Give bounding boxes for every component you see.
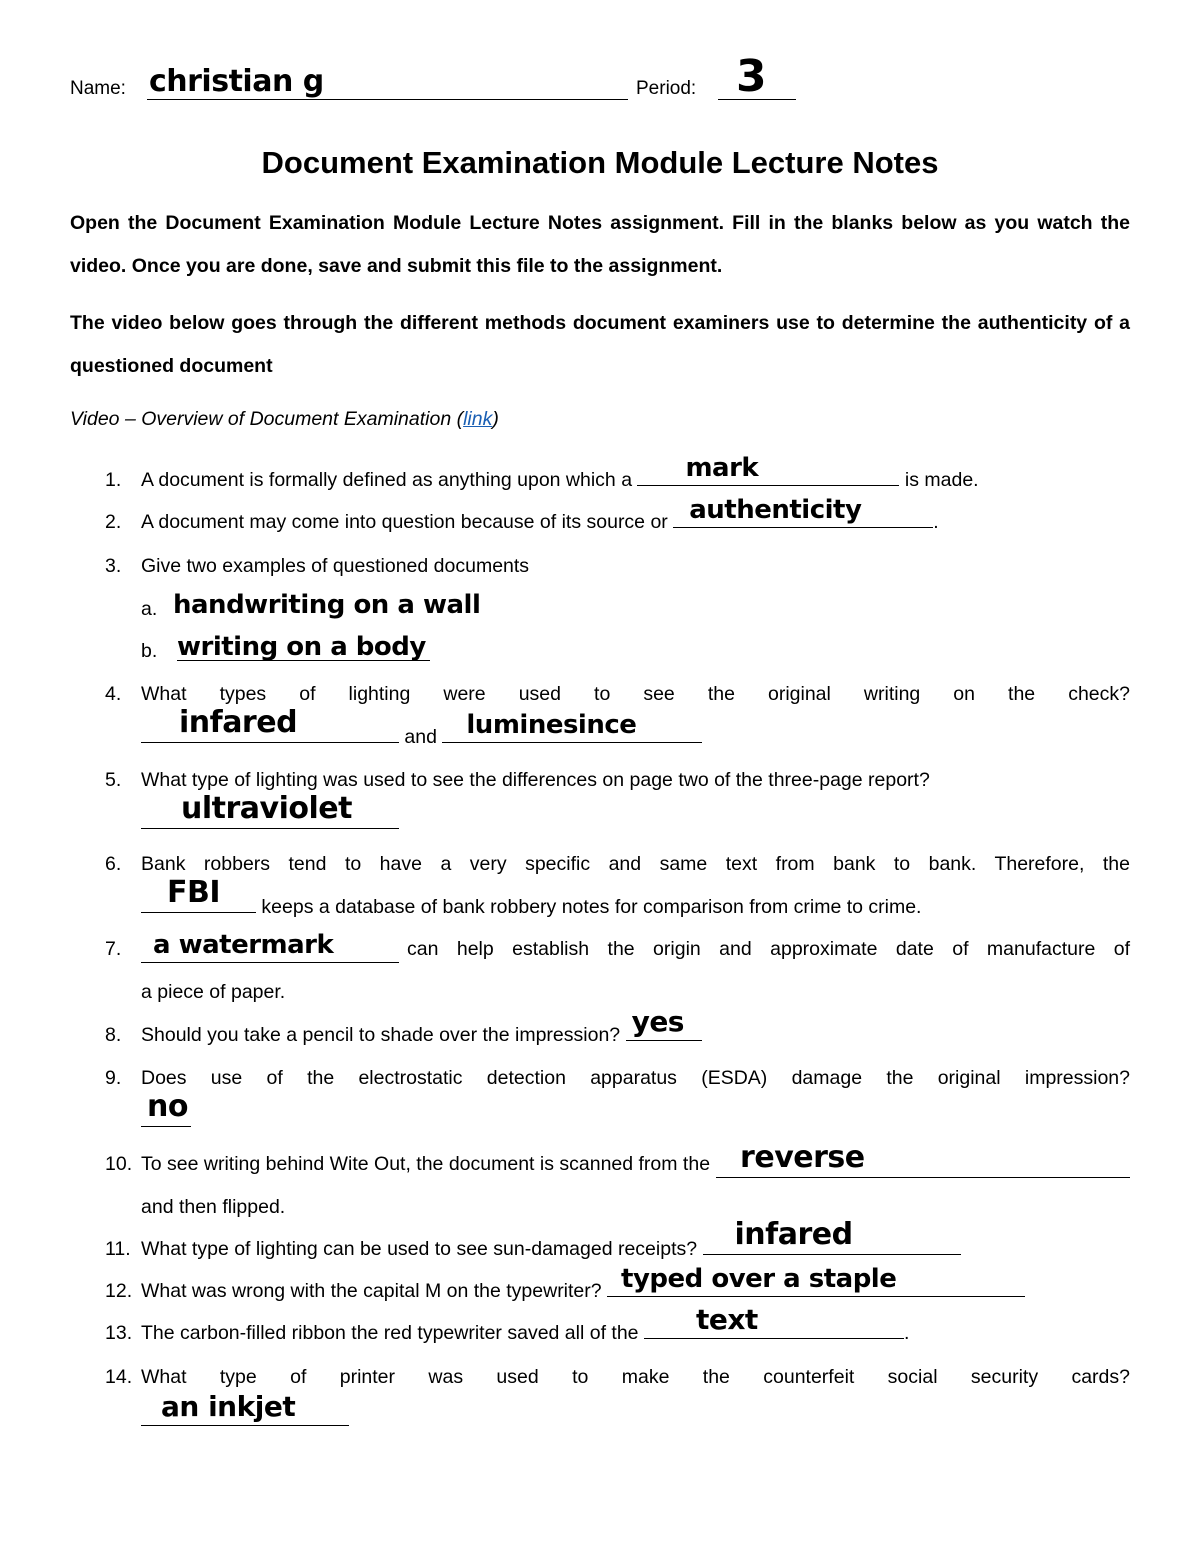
answer-blank-9[interactable] xyxy=(141,1089,191,1127)
answer-line xyxy=(141,791,1130,845)
question-number: 4. xyxy=(105,683,122,705)
answer-blank-11[interactable] xyxy=(703,1217,961,1255)
question-number: 6. xyxy=(105,853,122,875)
question-4 xyxy=(105,673,1130,759)
question-text: What types of lighting were used to see the original writing on the check? xyxy=(141,683,1130,705)
answer-luminesince: luminesince xyxy=(466,710,637,740)
question-3b xyxy=(141,632,426,663)
question-number: 11. xyxy=(105,1238,131,1260)
question-text: A document is formally defined as anything upon which a xyxy=(141,469,633,491)
answer-infared: infared xyxy=(179,705,298,740)
question-2 xyxy=(105,495,1130,544)
instructions-paragraph-2: The video below goes through the different methods document examiners use to determine the authenticity of a questioned document xyxy=(70,312,1130,377)
question-9 xyxy=(105,1057,1130,1143)
answer-blank-13[interactable] xyxy=(644,1303,904,1339)
question-number: 2. xyxy=(105,511,122,533)
question-text-end: and then flipped. xyxy=(141,1196,286,1218)
answer-staple: typed over a staple xyxy=(621,1264,897,1294)
question-8 xyxy=(105,1005,1130,1057)
question-body xyxy=(141,453,1130,502)
instructions-paragraph-1: Open the Document Examination Module Lecture Notes assignment. Fill in the blanks below as you watch the video. Once you are done, save and submit this file to the assignment. xyxy=(70,212,1130,277)
question-5 xyxy=(105,759,1130,845)
question-text: Should you take a pencil to shade over the impression? xyxy=(141,1024,621,1046)
question-text-end: . xyxy=(933,511,939,533)
question-body xyxy=(141,1303,1130,1355)
question-body xyxy=(141,1264,1130,1313)
period-label: Period: xyxy=(636,78,697,99)
question-text: Give two examples of questioned documents xyxy=(141,555,530,577)
question-number: 10. xyxy=(105,1153,133,1175)
question-line-1 xyxy=(141,1140,1130,1186)
answer-reverse: reverse xyxy=(740,1140,865,1175)
question-text: can help establish the origin and approximate date of manufacture of xyxy=(407,938,1130,960)
name-period-row xyxy=(70,51,830,110)
question-number: 9. xyxy=(105,1067,122,1089)
answer-blank-4a[interactable] xyxy=(141,705,399,743)
question-3 xyxy=(105,545,1130,588)
question-number: 1. xyxy=(105,469,122,491)
question-14 xyxy=(105,1356,1130,1442)
answer-3a[interactable]: handwriting on a wall xyxy=(173,590,481,620)
period-field[interactable] xyxy=(718,51,796,102)
name-label: Name: xyxy=(70,78,126,99)
question-10 xyxy=(105,1140,1130,1229)
question-text: Bank robbers tend to have a very specific and same text from bank to bank. Therefore, the xyxy=(141,853,1130,875)
answer-text: text xyxy=(695,1303,758,1336)
question-text: What type of lighting was used to see the differences on page two of the three-page report? xyxy=(141,769,930,791)
answer-inkjet: an inkjet xyxy=(161,1390,296,1423)
question-text-end: a piece of paper. xyxy=(141,981,286,1003)
video-link[interactable]: link xyxy=(463,408,493,430)
question-number: 3. xyxy=(105,555,122,577)
answer-blank-14[interactable] xyxy=(141,1390,349,1426)
answer-blank-6[interactable] xyxy=(141,875,256,913)
question-number: 5. xyxy=(105,769,122,791)
answer-line xyxy=(141,875,1130,929)
answer-line xyxy=(141,1089,1130,1143)
sub-label-a: a. xyxy=(141,598,158,620)
answer-no: no xyxy=(147,1089,188,1124)
answer-authenticity: authenticity xyxy=(689,495,862,525)
answer-mark: mark xyxy=(685,453,759,483)
answer-blank-7[interactable] xyxy=(141,930,399,963)
answer-blank-5[interactable] xyxy=(141,791,399,829)
answer-fbi: FBI xyxy=(167,875,221,910)
question-12 xyxy=(105,1264,1130,1313)
answer-blank-8[interactable] xyxy=(626,1005,702,1041)
question-11 xyxy=(105,1217,1130,1271)
answer-ultraviolet: ultraviolet xyxy=(181,791,352,826)
page-title: Document Examination Module Lecture Notes xyxy=(261,145,939,180)
video-suffix: ) xyxy=(492,408,499,430)
question-number: 12. xyxy=(105,1280,133,1302)
name-field[interactable] xyxy=(147,64,628,100)
answer-line xyxy=(141,1390,1130,1442)
question-1 xyxy=(105,453,1130,502)
question-number: 7. xyxy=(105,938,122,960)
question-number: 8. xyxy=(105,1024,122,1046)
answer-blank-2[interactable] xyxy=(673,495,933,528)
answer-infared: infared xyxy=(734,1217,853,1252)
period-value: 3 xyxy=(736,51,767,102)
question-text: What type of printer was used to make the counterfeit social security cards? xyxy=(141,1366,1130,1388)
sub-label-b: b. xyxy=(141,640,158,662)
question-text-end: . xyxy=(903,1322,910,1344)
question-body xyxy=(141,495,1130,544)
question-text: Does use of the electrostatic detection apparatus (ESDA) damage the original impression? xyxy=(141,1067,1130,1089)
answer-blank-10[interactable] xyxy=(716,1140,1130,1178)
answer-yes: yes xyxy=(631,1005,684,1038)
question-3a xyxy=(141,590,481,621)
question-7 xyxy=(105,928,1130,1014)
question-text: What type of lighting can be used to see sun-damaged receipts? xyxy=(141,1238,698,1260)
name-value: christian g xyxy=(149,64,324,99)
answer-blank-12[interactable] xyxy=(607,1264,1025,1297)
question-13 xyxy=(105,1303,1130,1355)
question-line-1 xyxy=(141,928,1130,971)
question-text-end: is made. xyxy=(904,469,979,491)
question-text: The carbon-filled ribbon the red typewriter saved all of the xyxy=(141,1322,639,1344)
video-prefix: Video – Overview of Document Examination ( xyxy=(70,408,464,430)
question-number: 13. xyxy=(105,1322,133,1344)
question-text: To see writing behind Wite Out, the document is scanned from the xyxy=(141,1153,711,1175)
answer-3b[interactable]: writing on a body xyxy=(177,634,430,661)
answer-blank-1[interactable] xyxy=(637,453,899,486)
question-body xyxy=(141,1005,1130,1057)
question-text: What was wrong with the capital M on the typewriter? xyxy=(141,1280,602,1302)
question-text-end: keeps a database of bank robbery notes for comparison from crime to crime. xyxy=(261,896,922,918)
video-line xyxy=(70,408,499,431)
answer-watermark: a watermark xyxy=(153,930,334,960)
answer-line xyxy=(141,705,1130,759)
question-text: A document may come into question because of its source or xyxy=(141,511,668,533)
answer-blank-4b[interactable] xyxy=(442,710,702,743)
question-6 xyxy=(105,843,1130,929)
question-number: 14. xyxy=(105,1366,133,1388)
question-text-mid: and xyxy=(404,726,437,748)
